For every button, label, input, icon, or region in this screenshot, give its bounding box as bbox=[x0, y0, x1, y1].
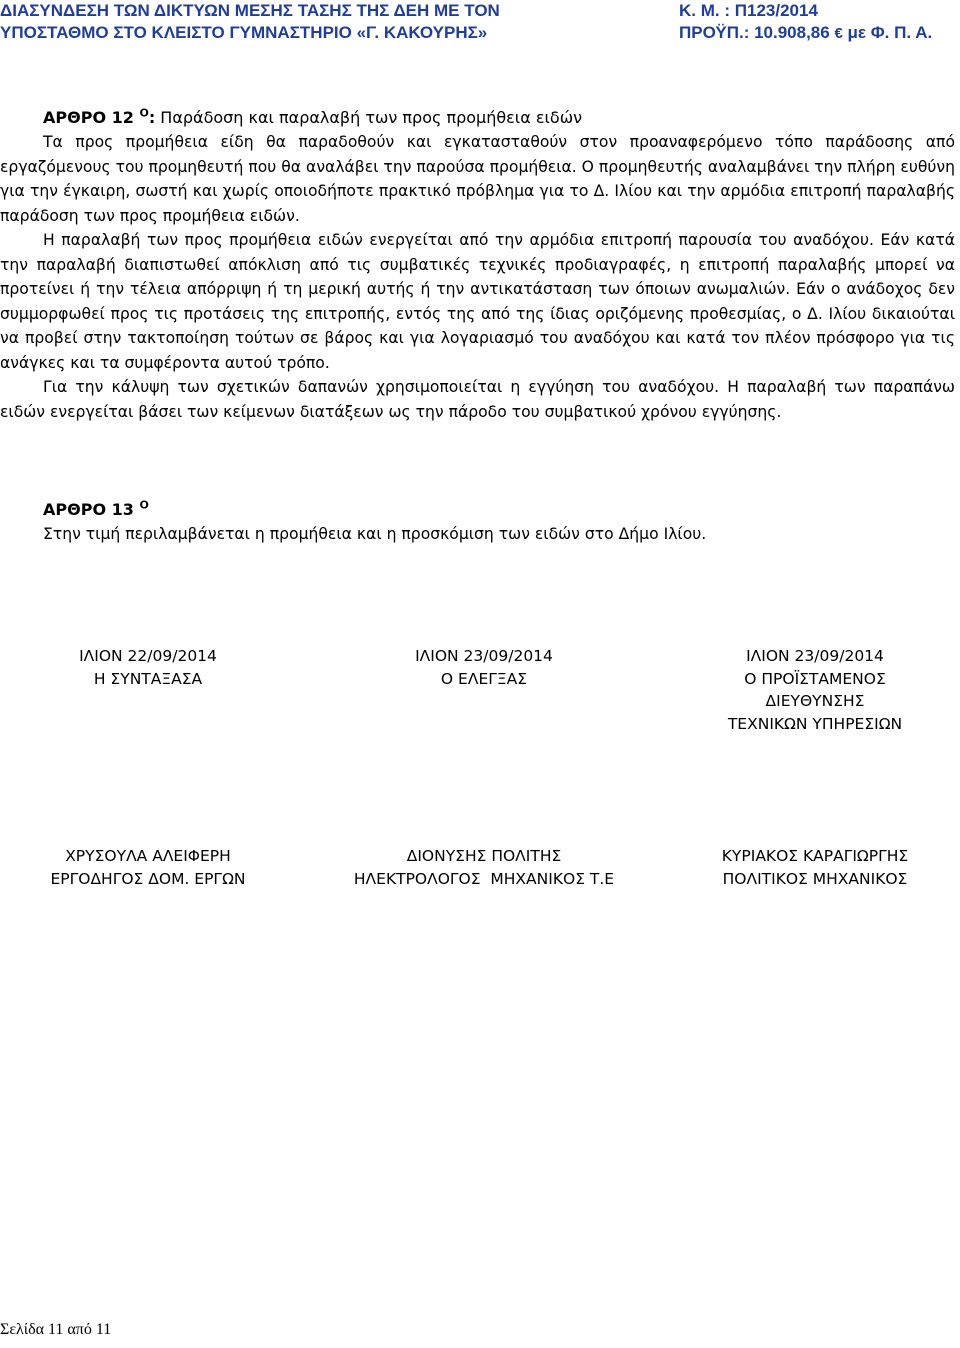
signature-role: Η ΣΥΝΤΑΞΑΣΑ bbox=[93, 669, 203, 688]
header-budget-amount: ΠΡΟΫΠ.: 10.908,86 bbox=[679, 23, 830, 42]
signature-role: Ο ΕΛΕΓΞΑΣ bbox=[440, 669, 528, 688]
article-13-label: ΑΡΘΡΟ 13 bbox=[43, 500, 134, 519]
article-12-label: ΑΡΘΡΟ 12 bbox=[43, 108, 134, 127]
article-13-heading bbox=[43, 498, 149, 522]
article-12-body bbox=[0, 130, 955, 424]
signature-name-author bbox=[38, 845, 258, 890]
article-13-paragraph-1: Στην τιμή περιλαμβάνεται η προμήθεια και η προσκόμιση των ειδών στο Δήμο Ιλίου. bbox=[43, 525, 707, 543]
page-number: Σελίδα 11 από 11 bbox=[0, 1321, 112, 1338]
document-header-reference bbox=[679, 0, 932, 45]
signature-role-line3: ΤΕΧΝΙΚΩΝ ΥΠΗΡΕΣΙΩΝ bbox=[727, 714, 903, 733]
signature-date: ΙΛΙΟΝ 23/09/2014 bbox=[746, 647, 884, 665]
article-12-paragraph-2: Η παραλαβή των προς προμήθεια ειδών ενεργείται από την αρμόδια επιτροπή παρουσία του αναδόχου. Εάν κατά την παραλαβή διαπιστωθεί απόκλιση από τις συμβατικές τεχνικές προδιαγραφές, η επιτροπή παραλαβής μπορεί να προτείνει ή την τέλεια απόρριψη ή τη μερική αυτής ή την αντικατάσταση των όποιων ανωμαλιών. Εάν ο ανάδοχος δεν συμμορφωθεί προς τις προτάσεις της επιτροπής, εντός της από της ίδιας οριζόμενης προθεσμίας, ο Δ. Ιλίου δικαιούται να προβεί στην τακτοποίηση τούτων σε βάρος και για λογαριασμό του αναδόχου και κατά τον πλέον πρόσφορο για τις ανάγκες και τα συμφέροντα αυτού τρόπο. bbox=[0, 231, 955, 372]
signature-name: ΔΙΟΝΥΣΗΣ ΠΟΛΙΤΗΣ bbox=[406, 847, 562, 865]
header-budget bbox=[679, 22, 932, 45]
article-12-heading bbox=[43, 106, 582, 130]
signature-col-author bbox=[38, 645, 258, 690]
signature-date: ΙΛΙΟΝ 23/09/2014 bbox=[415, 647, 553, 665]
signature-name-director bbox=[695, 845, 935, 890]
header-title-line1: ΔΙΑΣΥΝΔΕΣΗ ΤΩΝ ΔΙΚΤΥΩΝ ΜΕΣΗΣ ΤΑΣΗΣ ΤΗΣ ΔΕΗ ΜΕ ΤΟΝ bbox=[0, 1, 500, 20]
euro-icon: € bbox=[834, 25, 843, 42]
signature-role-line2: ΔΙΕΥΘΥΝΣΗΣ bbox=[765, 692, 865, 710]
article-12-paragraph-3: Για την κάλυψη των σχετικών δαπανών χρησιμοποιείται η εγγύηση του αναδόχου. Η παραλαβή των παραπάνω ειδών ενεργείται βάσει των κείμενων διατάξεων ως την πάροδο του συμβατικού χρόνου εγγύησης. bbox=[0, 378, 955, 421]
article-12-title: Παράδοση και παραλαβή των προς προμήθεια ειδών bbox=[155, 108, 583, 127]
signature-title: ΠΟΛΙΤΙΚΟΣ ΜΗΧΑΝΙΚΟΣ bbox=[722, 869, 908, 888]
article-12-paragraph-1: Τα προς προμήθεια είδη θα παραδοθούν και εγκατασταθούν στον προαναφερόμενο τόπο παράδοσης από εργαζόμενους του προμηθευτή που θα αναλάβει την παρούσα προμήθεια. Ο προμηθευτής αναλαμβάνει την πλήρη ευθύνη για την έγκαιρη, σωστή και χωρίς οποιοδήποτε πρακτικό πρόβλημα για το Δ. Ιλίου και την αρμόδια επιτροπή παραλαβής παράδοση των προς προμήθεια ειδών. bbox=[0, 133, 956, 225]
signature-name-checker bbox=[334, 845, 634, 890]
signature-name: ΚΥΡΙΑΚΟΣ ΚΑΡΑΓΙΩΡΓΗΣ bbox=[721, 847, 909, 865]
header-title-line2: ΥΠΟΣΤΑΘΜΟ ΣΤΟ ΚΛΕΙΣΤΟ ΓΥΜΝΑΣΤΗΡΙΟ «Γ. ΚΑΚΟΥΡΗΣ» bbox=[0, 23, 488, 42]
header-km: Κ. Μ. : Π123/2014 bbox=[679, 1, 818, 20]
header-budget-vat: με Φ. Π. Α. bbox=[847, 23, 933, 42]
article-12-sup: Ο bbox=[139, 106, 149, 120]
signature-title: ΕΡΓΟΔΗΓΟΣ ΔΟΜ. ΕΡΓΩΝ bbox=[50, 869, 246, 888]
signature-title: ΗΛΕΚΤΡΟΛΟΓΟΣ ΜΗΧΑΝΙΚΟΣ Τ.Ε bbox=[353, 869, 615, 888]
article-13-sup: Ο bbox=[139, 498, 149, 512]
article-13-body bbox=[43, 522, 955, 547]
signature-col-director bbox=[705, 645, 925, 735]
article-12-colon: : bbox=[148, 108, 156, 127]
signature-col-checker bbox=[374, 645, 594, 690]
signature-date: ΙΛΙΟΝ 22/09/2014 bbox=[79, 647, 217, 665]
signature-name: ΧΡΥΣΟΥΛΑ ΑΛΕΙΦΕΡΗ bbox=[65, 847, 231, 865]
document-header-title bbox=[0, 0, 500, 44]
signature-role-line1: Ο ΠΡΟΪΣΤΑΜΕΝΟΣ bbox=[744, 669, 886, 688]
